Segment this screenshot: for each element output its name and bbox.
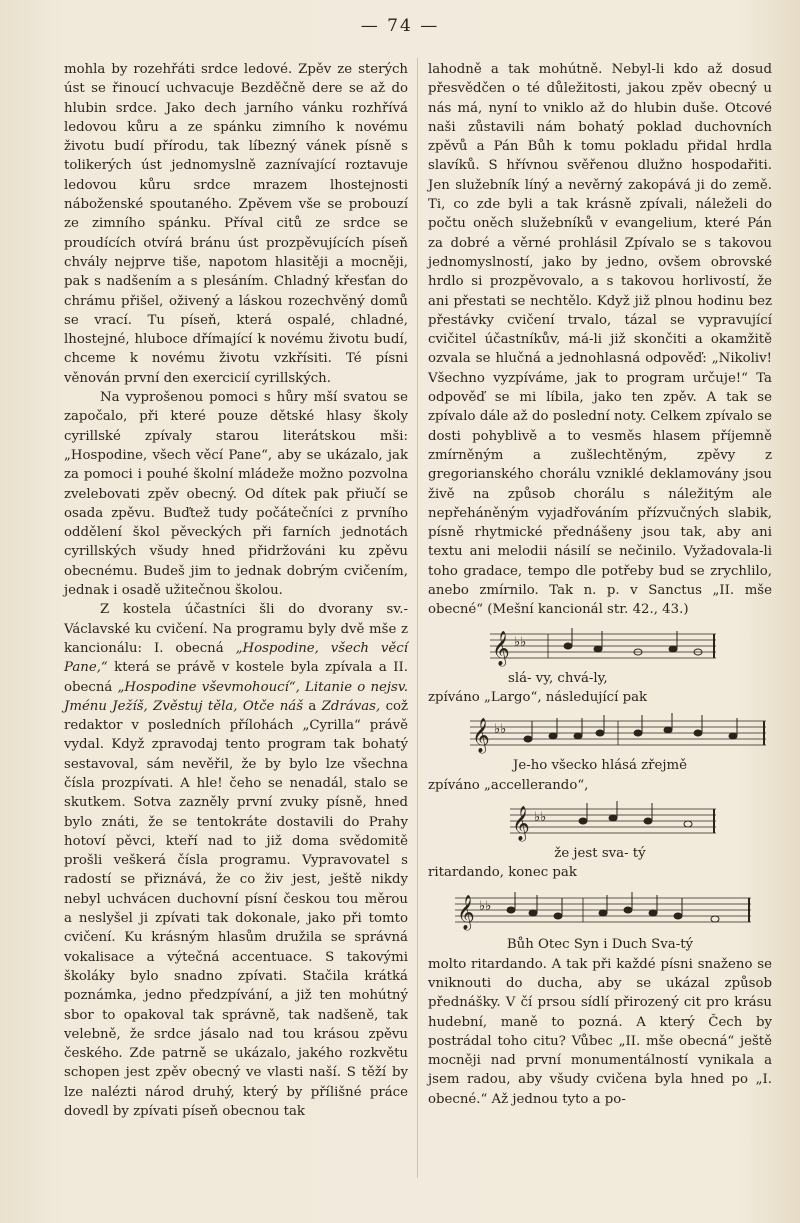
svg-text:♭♭: ♭♭	[514, 634, 527, 650]
tempo-note-1: zpíváno „Largo“, následující pak	[428, 689, 648, 705]
left-paragraph-2: Na vyprošenou pomoci s hůry mší svatou se započalo, při které pouze dětské hlasy školy cyrillské zpívaly starou literátskou mši: „Hospodine, všech věcí Pane“, aby se ukázalo, jak za pomoci i pouhé školní mládeže možno pozvolna zvelebovati zpěv obecný. Od dítek pak přiučí se osada zpěvu. Buďtež tudy počátečníci z prvního oddělení škol pěveckých při farních jednotách cyrillských všudy hned přidržováni ku zpěvu obecnému. Budeš jim to jednak dobrým cvičením, jednak i osadě užitečnou školou.	[64, 390, 408, 599]
italic-title: „Hospodine, všech věcí Pane,“	[64, 640, 408, 676]
right-paragraph-1: lahodně a tak mohútně. Nebyl-li kdo až dosud přesvědčen o té důležitosti, jakou zpěv obecný u nás má, nyní to vniklo až do hlubin duše. Otcové naši zůstavili nám bohatý poklad duchovních zpěvů a Pán Bůh k tomu pokladu přidal hrdla slavíků. S hřívnou svěřenou dlužno hospodařiti. Jen služebník líný a nevěrný zakopává ji do země. Ti, co zde byli a tak krásně zpívali, náleželi do počtu oněch služebníků v evangelium, které Pán za dobré a věrné prohlásil Zpívalo se s takovou jednomyslností, jako by jedno, ovšem obrovské hrdlo si prozpěvovalo, a s takovou horlivostí, že ani přestati se nechtělo. Když již plnou hodinu bez přestávky cvičení trvalo, tázal se vypravující cvičitel účastníkův, má-li již skončiti a okamžitě ozvala se hlučná a jednohlasná odpověď: „Nikoliv! Všechno vyzpíváme, jak to program určuje!“ Ta odpověď se mi líbila, jako ten zpěv. A tak se zpívalo dále až do poslední noty. Celkem zpívalo se dosti pohyblivě a to vesměs hlasem příjemně zmírněným a zušlechtěným, zpěvy z gregorianského chorálu vzniklé deklamovány jsou živě na způsob chorálu s náležitým ale nepřeháněným vyjadřováním přízvučných slabik, písně rhytmické přednášeny jsou tak, aby ani textu ani melodii násilí se nečinilo. Vyžadovala-li toho gradace, tempo dle potřeby bud se zrychlilo, anebo zmírnilo. Tak n. p. v Sanctus „II. mše obecné“ (Mešní kancionál str. 42., 43.)	[428, 62, 772, 618]
text-run: což redaktor v posledních přílohách „Cyrilla“ právě vydal. Když zpravodaj tento program tak bohatý sestavoval, sám nevěřil, že by bylo lze všechna čísla prozpívati. A hle! čeho se nenadál, stalo se skutkem. Sotva zazněly první zvuky písně, hned bylo znáti, že se tentokráte dostavili do Prahy hotoví pěvci, kteří nad to již doma svědomitě prošli veškerá čísla programu. Vypravovatel s radostí se přiznává, že co živ jest, ještě nikdy nebyl uchvácen duchovní písní českou tou měrou a neslyšel ji zpívati tak dokonale, jako při tomto cvičení. Ku krásným hlasům družila se správná vokalisace a výtečná accentuace. S takovými školáky bylo snadno zpívati. Stačila krátká poznámka, jedno předzpívání, a již ten mohútný sbor to opakoval tak správně, tak nadšeně, tak velebně, že srdce jásalo nad tou krásou zpěvu českého. Zde patrně se ukázalo, jakého rozkvětu schopen jest zpěv obecný ve vlasti naší. S těží by lze nalézti národ druhý, který by přílišné práce dovedl by zpívati píseň obecnou tak	[64, 698, 409, 1120]
lyric-2: Je-ho všecko hlásá zřejmě	[513, 758, 687, 774]
svg-text:𝄞: 𝄞	[512, 805, 530, 841]
svg-text:𝄞: 𝄞	[492, 630, 510, 666]
music-staff-4	[453, 888, 753, 934]
svg-text:♭♭: ♭♭	[494, 722, 507, 738]
text-run: která se právě v kostele byla zpívala a II. obecná	[64, 660, 408, 695]
lyric-3: že jest sva- tý	[554, 845, 646, 861]
column-divider	[417, 58, 418, 1178]
tempo-note-2: zpíváno „accellerando“,	[428, 777, 589, 793]
text-run: a	[308, 698, 317, 714]
svg-text:𝄞: 𝄞	[472, 718, 490, 754]
music-staff-1	[488, 626, 718, 668]
lyric-4: Bůh Otec Syn i Duch Sva-tý	[506, 937, 694, 953]
right-column	[428, 60, 772, 1109]
right-paragraph-2: molto ritardando. A tak při každé písni snaženo se vniknouti do ducha, aby se ukázal způsob přednášky. V čí prsou sídlí přirozený cit pro krásu hudební, maně to pozná. A který Čech by postrádal toho citu? Vůbec „II. mše obecná“ ještě mocněji nad první monumentálností vynikala a jsem radou, aby všudy cvičena byla hned po „I. obecné.“ Až jednou tyto a po-	[428, 956, 772, 1107]
svg-text:♭♭: ♭♭	[534, 809, 547, 825]
page-number: — 74 —	[360, 16, 440, 36]
lyric-1: slá- vy, chvá-ly,	[508, 670, 608, 686]
music-staff-3	[508, 801, 718, 843]
left-paragraph-1: mohla by rozehřáti srdce ledové. Zpěv ze sterých úst se řinoucí uchvacuje Bezděčně dere se až do hlubin srdce. Jako dech jarního vánku rozhřívá ledovou kůru a ze spánku zimního k novému životu budí přírodu, tak líbezný vánek písně s tolikerých úst jednomyslně zaznívající roztavuje ledovou kůru srdce mrazem lhostejnosti náboženské spoutaného. Zpěvem vše se probouzí ze zimního spánku. Příval citů ze srdce se proudících otvírá bránu úst prozpěvujících píseň chvály nejprve tiše, napotom hlasitěji a mocněji, pak s nadšením a s plesáním. Chladný křesťan do chrámu přišel, oživený a láskou rozechvěný domů se vrací. Tu píseň, která ospalé, chladné, lhostejné, hluboce dřímající k novému životu budí, chceme k novému životu vzkřísiti. Té písni věnován první den exercicií cyrillských.	[64, 62, 408, 386]
svg-text:𝄞: 𝄞	[457, 895, 475, 931]
svg-text:♭♭: ♭♭	[479, 899, 492, 915]
left-column	[64, 60, 408, 1121]
tempo-note-3: ritardando, konec pak	[428, 865, 577, 881]
left-paragraph-3	[64, 600, 408, 1121]
music-staff-2	[468, 713, 768, 755]
italic-title: Zdrávas,	[321, 698, 381, 714]
text-run: Z kostela účastníci šli do dvorany sv.-Václavské ku cvičení. Na programu byly dvě mše z kancionálu: I. obecná	[64, 602, 408, 656]
italic-title: „Hospodine vševmohoucí“, Litanie o nejsv. Jménu Ježíš, Zvěstuj těla, Otče náš	[64, 679, 408, 714]
